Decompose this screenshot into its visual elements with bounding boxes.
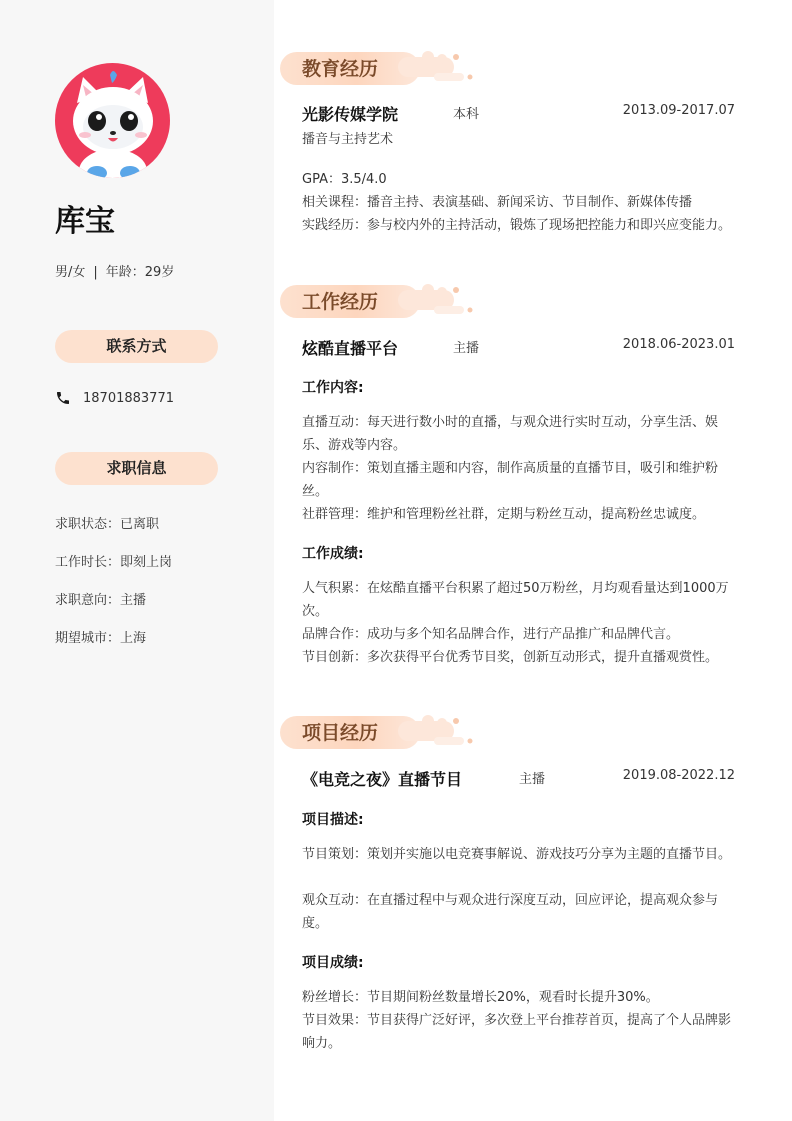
project-results-label: 项目成绩: — [302, 955, 364, 971]
courses: 相关课程：播音主持、表演基础、新闻采访、节目制作、新媒体传播 — [302, 195, 693, 210]
work-role: 主播 — [453, 341, 480, 356]
work-date: 2018.06-2023.01 — [622, 337, 735, 352]
project-desc-item: 节目策划：策划并实施以电竞赛事解说、游戏技巧分享为主题的直播节目。 — [302, 847, 732, 862]
project-desc-label: 项目描述: — [302, 812, 364, 828]
practice: 实践经历：参与校内外的主持活动，锻炼了现场把控能力和即兴应变能力。 — [302, 218, 732, 233]
phone-row — [55, 390, 174, 406]
company-name: 炫酷直播平台 — [302, 339, 399, 358]
cat-mascot-icon — [55, 63, 170, 178]
education-heading: 教育经历 — [302, 58, 379, 80]
education-section-header — [280, 49, 480, 89]
cloud-decoration-icon — [398, 49, 478, 89]
degree: 本科 — [453, 107, 480, 122]
age-text: 年龄：29岁 — [105, 265, 175, 280]
job-intent: 求职意向：主播 — [55, 593, 147, 608]
cloud-decoration-icon — [398, 713, 478, 753]
gender-text: 男/女 — [55, 265, 86, 280]
phone-icon — [55, 390, 71, 406]
project-name: 《电竞之夜》直播节目 — [302, 770, 463, 789]
job-availability: 工作时长：即刻上岗 — [55, 555, 173, 570]
work-result-item: 节目创新：多次获得平台优秀节目奖，创新互动形式，提升直播观赏性。 — [302, 650, 719, 665]
major: 播音与主持艺术 — [302, 132, 394, 147]
separator: | — [93, 265, 98, 280]
avatar — [55, 63, 170, 178]
work-section-header — [280, 282, 480, 322]
school-name: 光影传媒学院 — [302, 105, 399, 124]
project-section-header — [280, 713, 480, 753]
project-desc-item: 观众互动：在直播过程中与观众进行深度互动，回应评论，提高观众参与度。 — [302, 893, 719, 931]
work-result-item: 人气积累：在炫酷直播平台积累了超过50万粉丝，月均观看量达到1000万次。 — [302, 581, 729, 619]
basic-info — [55, 261, 174, 280]
work-results-label: 工作成绩: — [302, 546, 364, 562]
work-content-label: 工作内容: — [302, 380, 364, 396]
project-date: 2019.08-2022.12 — [622, 768, 735, 783]
contact-heading: 联系方式 — [55, 330, 218, 363]
work-content-item: 社群管理：维护和管理粉丝社群，定期与粉丝互动，提高粉丝忠诚度。 — [302, 507, 706, 522]
work-content-item: 内容制作：策划直播主题和内容，制作高质量的直播节目，吸引和维护粉丝。 — [302, 461, 719, 499]
job-city: 期望城市：上海 — [55, 631, 147, 646]
job-info-heading: 求职信息 — [55, 452, 218, 485]
project-result-item: 节目效果：节目获得广泛好评，多次登上平台推荐首页，提高了个人品牌影响力。 — [302, 1013, 732, 1051]
project-result-item: 粉丝增长：节目期间粉丝数量增长20%，观看时长提升30%。 — [302, 990, 659, 1005]
project-role: 主播 — [519, 772, 546, 787]
candidate-name: 库宝 — [55, 204, 115, 239]
education-date: 2013.09-2017.07 — [622, 103, 735, 118]
work-content-item: 直播互动：每天进行数小时的直播，与观众进行实时互动，分享生活、娱乐、游戏等内容。 — [302, 415, 719, 453]
project-heading: 项目经历 — [302, 722, 379, 744]
work-result-item: 品牌合作：成功与多个知名品牌合作，进行产品推广和品牌代言。 — [302, 627, 680, 642]
cloud-decoration-icon — [398, 282, 478, 322]
job-status: 求职状态：已离职 — [55, 517, 160, 532]
work-heading: 工作经历 — [302, 291, 379, 313]
phone-number: 18701883771 — [83, 390, 174, 406]
gpa: GPA：3.5/4.0 — [302, 172, 387, 187]
